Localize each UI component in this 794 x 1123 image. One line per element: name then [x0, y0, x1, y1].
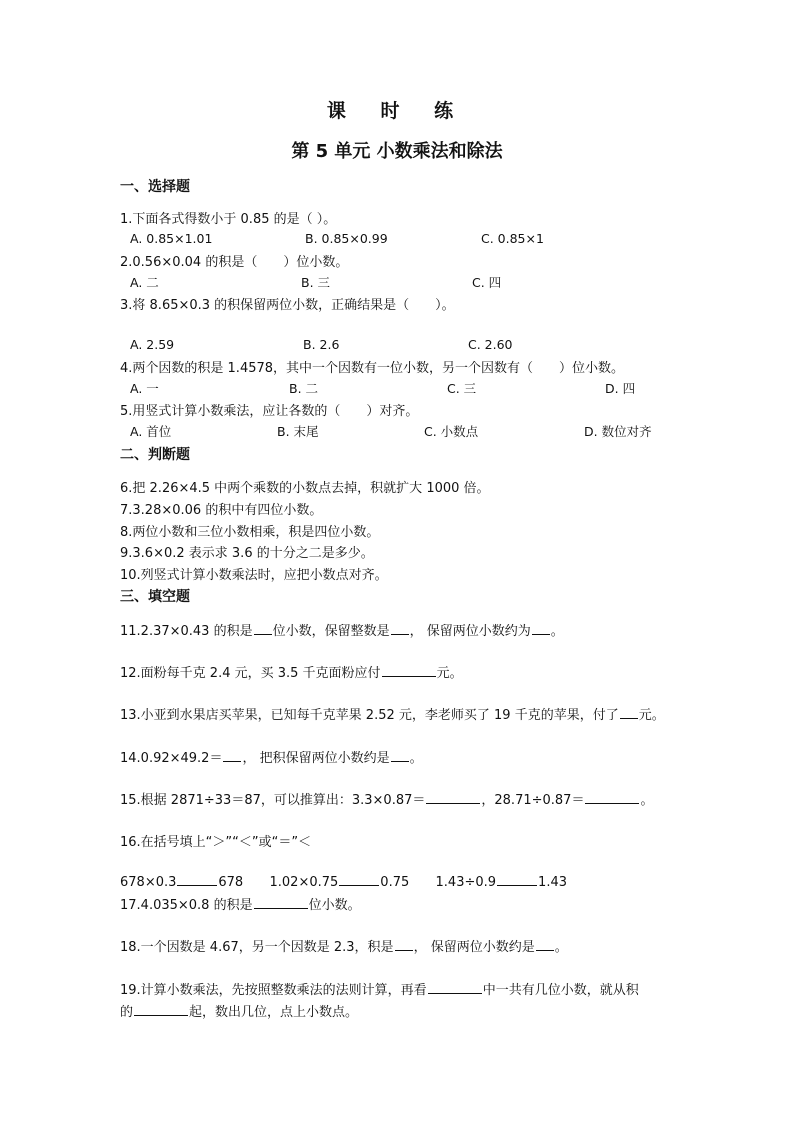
q2-option-c: C. 四 [472, 275, 502, 290]
page-title: 课 时 练 [326, 100, 468, 122]
q1-option-a: A. 0.85×1.01 [130, 231, 213, 246]
answer-blank[interactable] [391, 749, 409, 762]
q5-option-a: A. 首位 [130, 424, 172, 439]
page-subtitle: 第 5 单元 小数乘法和除法 [291, 141, 503, 162]
q4-option-d: D. 四 [605, 381, 636, 396]
answer-blank[interactable] [395, 938, 413, 951]
answer-blank[interactable] [254, 622, 272, 635]
answer-blank[interactable] [428, 981, 482, 994]
question-6: 6.把 2.26×4.5 中两个乘数的小数点去掉，积就扩大 1000 倍。 [120, 481, 490, 496]
q3-option-a: A. 2.59 [130, 337, 175, 352]
q3-option-c: C. 2.60 [468, 337, 513, 352]
question-12: 12.面粉每千克 2.4 元，买 3.5 千克面粉应付 元。 [120, 666, 463, 681]
question-2: 2.0.56×0.04 的积是（ ）位小数。 [120, 255, 349, 270]
question-8: 8.两位小数和三位小数相乘，积是四位小数。 [120, 525, 380, 540]
q1-option-b: B. 0.85×0.99 [305, 231, 388, 246]
question-11: 11.2.37×0.43 的积是 位小数，保留整数是 ， 保留两位小数约为 。 [120, 624, 564, 639]
question-18: 18.一个因数是 4.67，另一个因数是 2.3，积是 ， 保留两位小数约是 。 [120, 940, 568, 955]
answer-blank[interactable] [585, 791, 639, 804]
answer-blank[interactable] [532, 622, 550, 635]
q4-option-c: C. 三 [447, 381, 477, 396]
q3-option-b: B. 2.6 [303, 337, 340, 352]
answer-blank[interactable] [497, 873, 537, 886]
question-15: 15.根据 2871÷33＝87，可以推算出：3.3×0.87＝ ，28.71÷0.87＝ 。 [120, 793, 654, 808]
section-heading-fill: 三、填空题 [120, 589, 190, 605]
question-19-continued: 的 起，数出几位，点上小数点。 [120, 1005, 359, 1020]
question-4: 4.两个因数的积是 1.4578，其中一个因数有一位小数，另一个因数有（ ）位小数。 [120, 361, 625, 376]
q1-option-c: C. 0.85×1 [481, 231, 544, 246]
q4-option-b: B. 二 [289, 381, 319, 396]
section-heading-choice: 一、选择题 [120, 179, 190, 195]
question-3: 3.将 8.65×0.3 的积保留两位小数，正确结果是（ ）。 [120, 298, 455, 313]
q2-option-b: B. 三 [301, 275, 331, 290]
answer-blank[interactable] [254, 896, 308, 909]
q5-option-b: B. 末尾 [277, 424, 319, 439]
question-5: 5.用竖式计算小数乘法，应让各数的（ ）对齐。 [120, 404, 419, 419]
q5-option-d: D. 数位对齐 [584, 424, 652, 439]
answer-blank[interactable] [177, 873, 217, 886]
question-10: 10.列竖式计算小数乘法时，应把小数点对齐。 [120, 568, 388, 583]
q4-option-a: A. 一 [130, 381, 159, 396]
q5-option-c: C. 小数点 [424, 424, 479, 439]
answer-blank[interactable] [339, 873, 379, 886]
question-14: 14.0.92×49.2＝ ， 把积保留两位小数约是 。 [120, 751, 423, 766]
answer-blank[interactable] [382, 664, 436, 677]
answer-blank[interactable] [391, 622, 409, 635]
answer-blank[interactable] [536, 938, 554, 951]
answer-blank[interactable] [426, 791, 480, 804]
question-16: 16.在括号填上“＞”“＜”或“＝”＜ [120, 835, 312, 850]
question-1: 1.下面各式得数小于 0.85 的是（ ）。 [120, 212, 337, 227]
answer-blank[interactable] [620, 706, 638, 719]
answer-blank[interactable] [134, 1003, 188, 1016]
question-9: 9.3.6×0.2 表示求 3.6 的十分之二是多少。 [120, 546, 374, 561]
answer-blank[interactable] [223, 749, 241, 762]
question-7: 7.3.28×0.06 的积中有四位小数。 [120, 503, 323, 518]
section-heading-judge: 二、判断题 [120, 447, 190, 463]
question-16-expressions: 678×0.3 678 1.02×0.75 0.75 1.43÷0.9 1.43 [120, 875, 567, 890]
question-19: 19.计算小数乘法，先按照整数乘法的法则计算，再看 中一共有几位小数，就从积 [120, 983, 639, 998]
question-17: 17.4.035×0.8 的积是 位小数。 [120, 898, 361, 913]
question-13: 13.小亚到水果店买苹果，已知每千克苹果 2.52 元，李老师买了 19 千克的苹果，付了 元。 [120, 708, 665, 723]
q2-option-a: A. 二 [130, 275, 159, 290]
